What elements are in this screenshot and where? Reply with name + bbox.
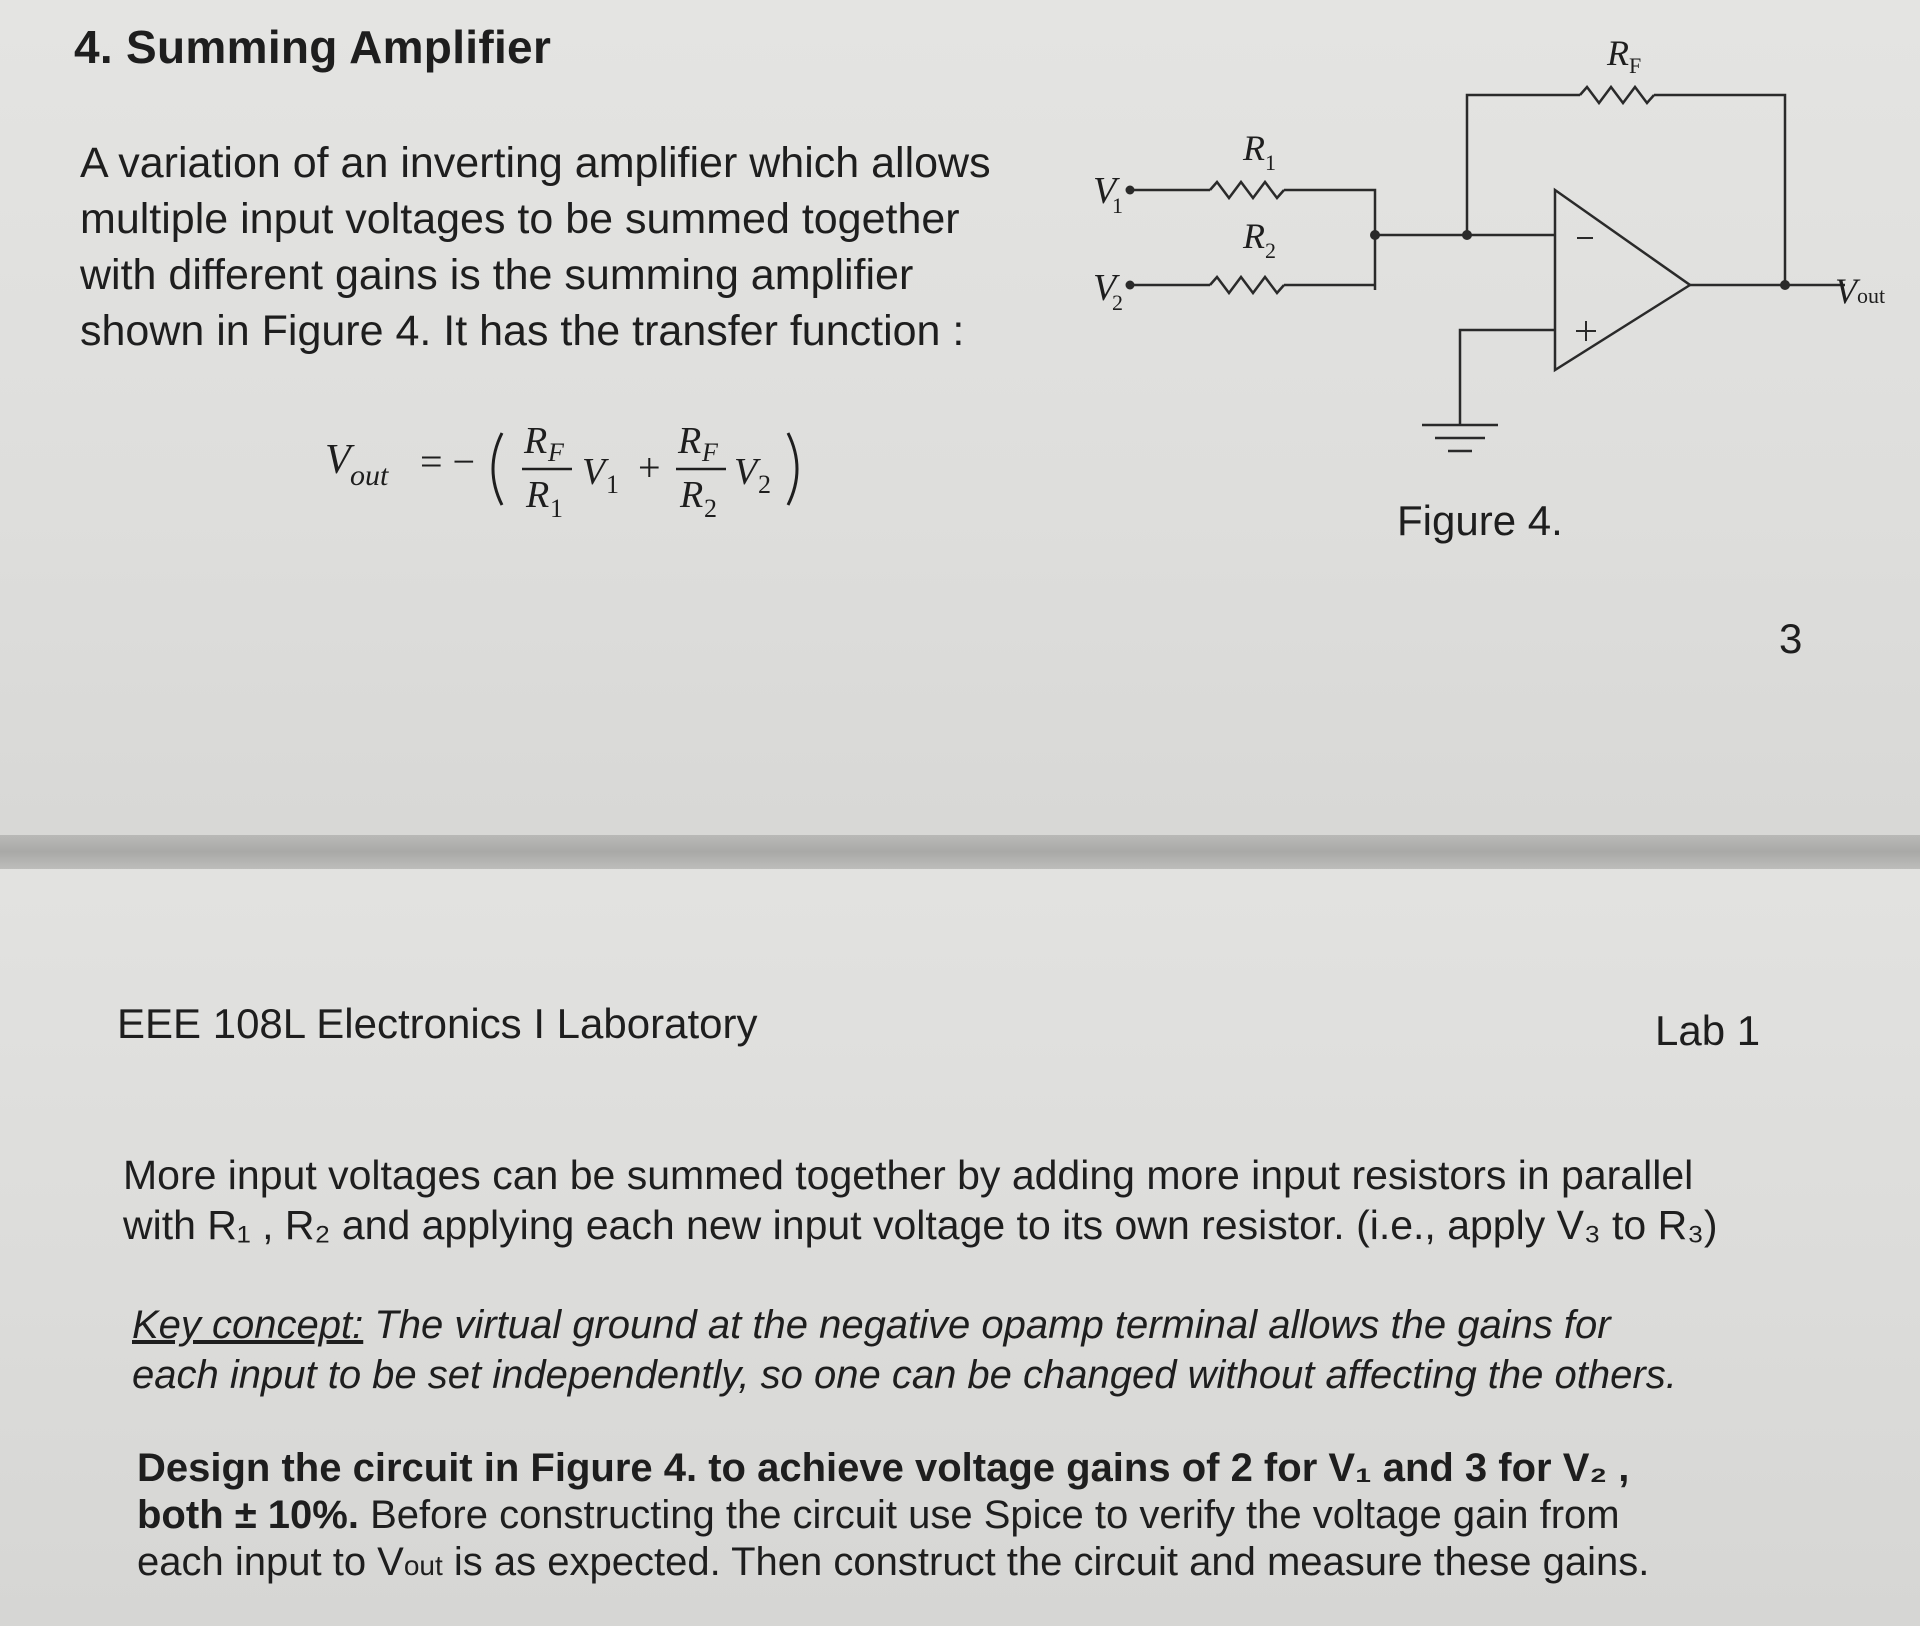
section-heading: 4. Summing Amplifier xyxy=(74,21,552,73)
figure-caption: Figure 4. xyxy=(1397,497,1563,544)
design-text: Before constructing the circuit use Spice to verify the voltage gain from xyxy=(358,1493,1620,1537)
design-bold-text: Design the circuit in Figure 4. to achieve voltage gains of 2 for V₁ and 3 for V₂ , xyxy=(137,1446,1630,1490)
rf-label: R xyxy=(1607,33,1629,73)
summing-node-dot xyxy=(1370,230,1380,240)
footer-lab-label: Lab 1 xyxy=(1655,1007,1761,1054)
formula-plus: + xyxy=(638,445,661,490)
intro-line: A variation of an inverting amplifier which allows xyxy=(80,139,991,187)
vout-label-sub: out xyxy=(1857,283,1886,308)
key-concept-text: The virtual ground at the negative opamp terminal allows the gains for xyxy=(363,1303,1611,1347)
r1-resistor xyxy=(1210,182,1284,198)
formula-var1: V xyxy=(582,451,606,493)
formula-num2-sub: F xyxy=(702,438,718,467)
v1-terminal-dot xyxy=(1126,186,1135,195)
formula-var2: V xyxy=(734,451,758,493)
page-separator xyxy=(0,835,1920,869)
formula-num2: R xyxy=(678,420,702,462)
v2-label-sub: 2 xyxy=(1112,290,1123,315)
design-line xyxy=(137,1492,1817,1539)
formula-num1-sub: F xyxy=(548,438,564,467)
intro-line: multiple input voltages to be summed together xyxy=(80,195,960,243)
formula-var1-sub: 1 xyxy=(606,470,619,499)
opamp-triangle xyxy=(1555,190,1690,370)
key-concept-label: Key concept: xyxy=(132,1303,364,1347)
more-inputs-paragraph xyxy=(123,1150,1803,1250)
feedback-wire-right xyxy=(1654,95,1785,285)
noninverting-input-wire xyxy=(1460,330,1555,425)
formula-var2-sub: 2 xyxy=(758,470,771,499)
design-bold-text: both ± 10%. xyxy=(137,1493,359,1537)
v2-terminal-dot xyxy=(1126,281,1135,290)
v1-label: V xyxy=(1093,170,1117,212)
feedback-node-dot xyxy=(1462,230,1472,240)
vout-label: V xyxy=(1835,271,1857,311)
intro-paragraph xyxy=(80,135,1040,359)
r1-label-sub: 1 xyxy=(1265,150,1276,175)
v1-label-sub: 1 xyxy=(1112,193,1123,218)
formula-lhs-sub: out xyxy=(350,459,389,492)
design-text: is as expected. Then construct the circuit and measure these gains. xyxy=(442,1540,1650,1584)
key-concept-line: each input to be set independently, so one can be changed without affecting the others. xyxy=(132,1353,1677,1397)
intro-line: with different gains is the summing amplifier xyxy=(80,251,914,299)
formula-equals: = − xyxy=(420,439,476,484)
design-vout-sub: out xyxy=(403,1550,443,1581)
formula-den2: R xyxy=(680,474,704,516)
footer-course-title: EEE 108L Electronics I Laboratory xyxy=(117,1000,758,1047)
design-text: each input to V xyxy=(137,1540,404,1584)
r1-label: R xyxy=(1243,128,1265,168)
output-node-dot xyxy=(1780,280,1790,290)
r2-resistor xyxy=(1210,277,1284,293)
design-line xyxy=(137,1445,1817,1492)
r2-label: R xyxy=(1243,216,1265,256)
formula-den1: R xyxy=(526,474,550,516)
formula-left-paren xyxy=(493,433,502,505)
formula-lhs: V xyxy=(325,437,351,483)
r2-label-sub: 2 xyxy=(1265,238,1276,263)
paragraph-line: More input voltages can be summed together by adding more input resistors in parallel xyxy=(123,1152,1694,1198)
page-number: 3 xyxy=(1779,615,1803,662)
formula-num1: R xyxy=(524,420,548,462)
circuit-diagram xyxy=(1080,20,1920,490)
rf-resistor xyxy=(1580,87,1654,103)
paragraph-line: with R₁ , R₂ and applying each new input voltage to its own resistor. (i.e., apply V₃ to R₃) xyxy=(123,1202,1718,1248)
key-concept-paragraph xyxy=(132,1300,1812,1400)
intro-line: shown in Figure 4. It has the transfer function : xyxy=(80,307,965,355)
key-concept-line xyxy=(132,1300,1812,1350)
feedback-wire-left xyxy=(1467,95,1580,235)
design-task-paragraph xyxy=(137,1445,1817,1589)
rf-label-sub: F xyxy=(1629,53,1642,78)
design-line xyxy=(137,1539,1817,1589)
formula-right-paren xyxy=(788,433,797,505)
formula-den2-sub: 2 xyxy=(704,494,717,523)
v2-label: V xyxy=(1093,267,1117,309)
formula-den1-sub: 1 xyxy=(550,494,563,523)
r1-output-wire xyxy=(1284,190,1375,290)
transfer-function-formula xyxy=(320,405,840,535)
